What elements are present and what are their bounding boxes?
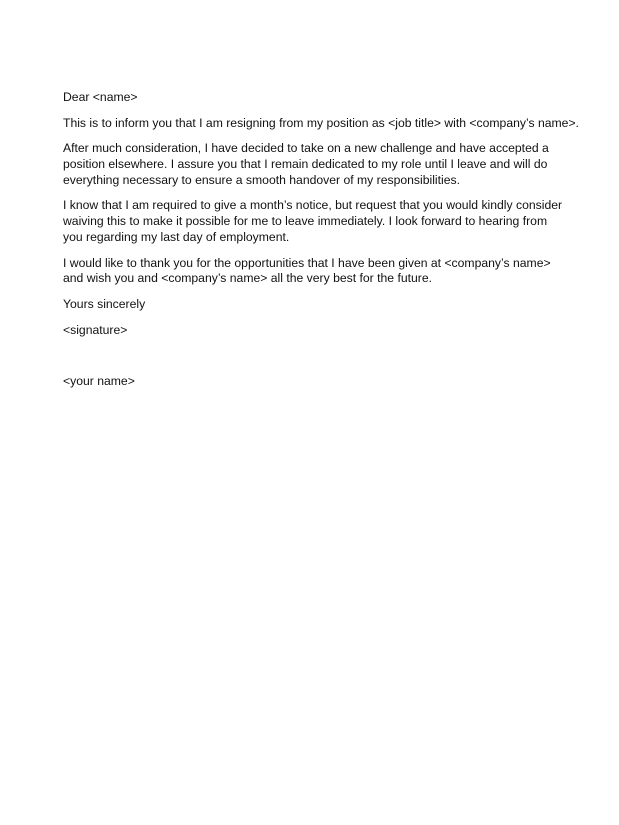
paragraph-notice-request: I know that I am required to give a month’s notice, but request that you would kindly consider waiving this to make it possible for me to leave immediately. I look forward to hearing from you regarding my last day of employment. bbox=[63, 198, 563, 244]
paragraph-resignation: This is to inform you that I am resigning from my position as <job title> with <company’s name>. bbox=[63, 115, 579, 130]
sender-name: <your name> bbox=[63, 374, 135, 389]
salutation: Dear <name> bbox=[63, 90, 138, 104]
signature-space bbox=[63, 348, 563, 374]
paragraph-new-position: After much consideration, I have decided to take on a new challenge and have accepted a position elsewhere. I assure you that I remain dedicated to my role until I leave and will do everything necessary to ensure a smooth handover of my responsibilities. bbox=[63, 141, 549, 187]
paragraph-thanks: I would like to thank you for the opportunities that I have been given at <company’s name> and wish you and <company’s name> all the very best for the future. bbox=[63, 255, 551, 286]
closing: Yours sincerely bbox=[63, 296, 146, 311]
resignation-letter bbox=[63, 90, 579, 400]
signature-placeholder: <signature> bbox=[63, 322, 128, 337]
